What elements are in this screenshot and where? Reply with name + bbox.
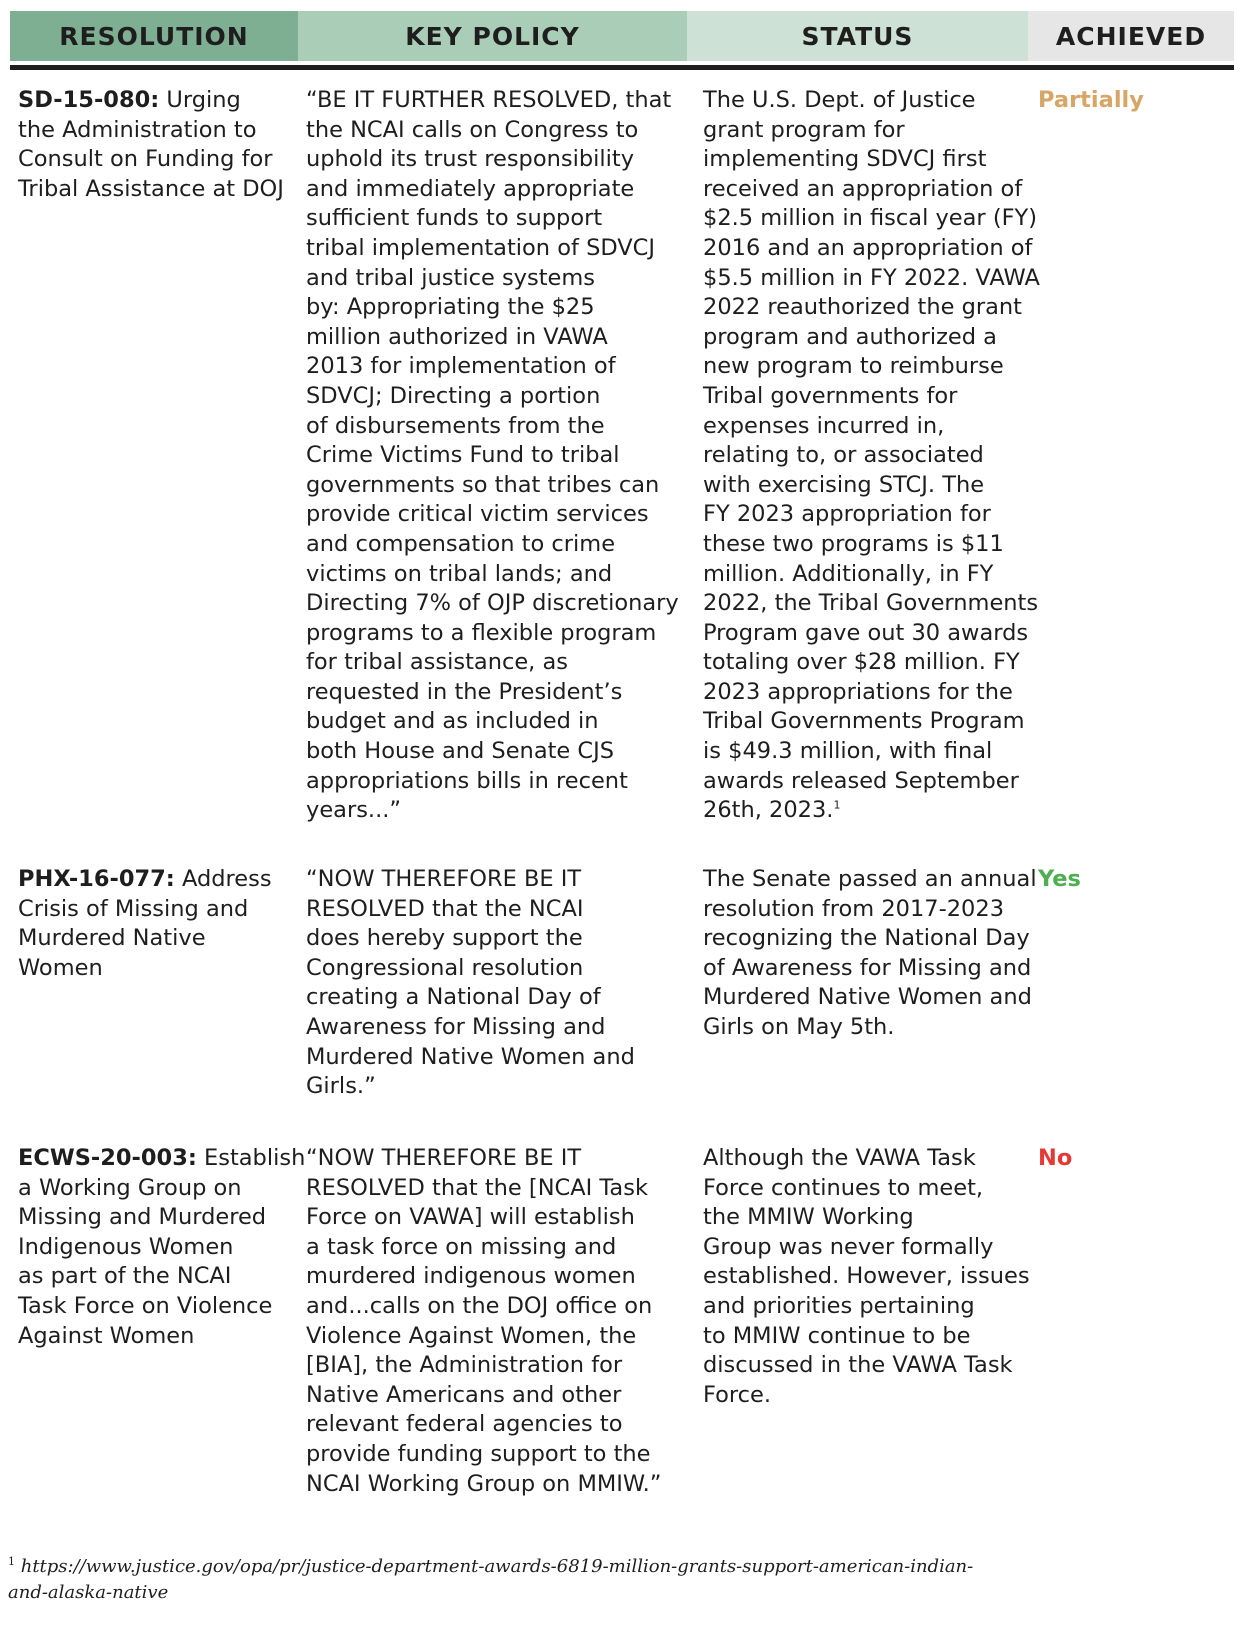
policy-line: victims on tribal lands; and: [306, 560, 613, 587]
status-line: with exercising STCJ. The: [703, 471, 985, 498]
status-line: Program gave out 30 awards: [703, 619, 1029, 646]
status-line: Murdered Native Women and: [703, 984, 1032, 1011]
policy-line: budget and as included in: [306, 708, 599, 735]
status-line: 2022 reauthorized the grant: [703, 294, 1022, 321]
status-line: 26th, 2023.: [703, 797, 834, 824]
policy-line: by: Appropriating the $25: [306, 294, 595, 321]
resolution-title-line: a Working Group on: [18, 1174, 242, 1201]
policy-line: Violence Against Women, the: [306, 1322, 637, 1349]
status-line: program and authorized a: [703, 323, 997, 350]
policy-line: “NOW THEREFORE BE IT: [306, 866, 582, 892]
footnote-url-continued[interactable]: and-alaska-native: [8, 1582, 169, 1603]
resolution-title-line: Crisis of Missing and: [18, 895, 249, 922]
resolution-title-line: Address: [174, 866, 272, 892]
resolution-code: ECWS-20-003:: [18, 1145, 197, 1171]
status-line: totaling over $28 million. FY: [703, 649, 1020, 676]
policy-cell: [298, 86, 687, 826]
status-line: Although the VAWA Task: [703, 1145, 976, 1171]
footnote-url[interactable]: https://www.justice.gov/opa/pr/justice-department-awards-6819-million-grants-support-american-indian-: [15, 1556, 974, 1577]
header-achieved: ACHIEVED: [1028, 11, 1234, 61]
status-line: grant program for: [703, 116, 905, 143]
resolution-title-line: Indigenous Women: [18, 1233, 234, 1260]
resolution-title-line: Task Force on Violence: [18, 1292, 273, 1319]
status-line: 2022, the Tribal Governments: [703, 590, 1039, 617]
status-line: $5.5 million in FY 2022. VAWA: [703, 264, 1040, 291]
policy-line: “NOW THEREFORE BE IT: [306, 1145, 582, 1171]
footnote-reference[interactable]: 1: [833, 798, 841, 812]
status-cell: [687, 865, 1038, 1102]
status-line: 2023 appropriations for the: [703, 678, 1013, 705]
header-resolution: RESOLUTION: [10, 11, 298, 61]
status-line: Girls on May 5th.: [703, 1013, 895, 1040]
status-line: recognizing the National Day: [703, 925, 1030, 952]
resolution-title-line: Establish: [196, 1145, 306, 1171]
status-line: discussed in the VAWA Task: [703, 1352, 1013, 1379]
status-line: Force continues to meet,: [703, 1174, 984, 1201]
header-status: STATUS: [687, 11, 1028, 61]
status-line: Force.: [703, 1381, 772, 1408]
policy-line: and immediately appropriate: [306, 175, 635, 202]
status-line: awards released September: [703, 767, 1019, 794]
status-line: of Awareness for Missing and: [703, 954, 1032, 981]
status-cell: [687, 1144, 1038, 1499]
resolution-title-line: Women: [18, 954, 103, 981]
resolution-cell: [10, 86, 298, 826]
policy-line: of disbursements from the: [306, 412, 605, 439]
policy-line: Congressional resolution: [306, 954, 584, 981]
policy-line: provide funding support to the: [306, 1440, 651, 1467]
header-key-policy: KEY POLICY: [298, 11, 687, 61]
achieved-cell: [1038, 865, 1234, 1102]
footnote: [8, 1554, 973, 1606]
policy-line: Force on VAWA] will establish: [306, 1204, 635, 1231]
status-line: established. However, issues: [703, 1263, 1030, 1290]
resolution-cell: [10, 1144, 306, 1499]
policy-line: RESOLVED that the NCAI: [306, 895, 584, 922]
resolution-title-line: as part of the NCAI: [18, 1263, 232, 1290]
policy-line: programs to a flexible program: [306, 619, 657, 646]
resolutions-table: [10, 11, 1234, 70]
policy-line: [BIA], the Administration for: [306, 1352, 623, 1379]
status-line: The U.S. Dept. of Justice: [703, 87, 976, 113]
status-line: resolution from 2017-2023: [703, 895, 1005, 922]
policy-line: for tribal assistance, as: [306, 649, 568, 676]
policy-line: appropriations bills in recent: [306, 767, 628, 794]
policy-line: a task force on missing and: [306, 1233, 617, 1260]
status-line: expenses incurred in,: [703, 412, 945, 439]
achieved-badge: No: [1038, 1145, 1073, 1171]
policy-line: Murdered Native Women and: [306, 1043, 635, 1070]
table-row: [10, 865, 1234, 1102]
table-row: [10, 86, 1234, 826]
policy-line: and compensation to crime: [306, 530, 616, 557]
status-line: implementing SDVCJ first: [703, 146, 987, 173]
achieved-badge: Yes: [1038, 866, 1081, 892]
resolution-title-line: Tribal Assistance at DOJ: [18, 175, 284, 202]
resolution-title-line: Murdered Native: [18, 925, 206, 952]
resolution-code: PHX-16-077:: [18, 866, 175, 892]
status-cell: [687, 86, 1038, 826]
status-line: FY 2023 appropriation for: [703, 501, 991, 528]
policy-line: provide critical victim services: [306, 501, 649, 528]
policy-line: and...calls on the DOJ office on: [306, 1292, 653, 1319]
status-line: is $49.3 million, with final: [703, 738, 993, 765]
achieved-badge: Partially: [1038, 87, 1144, 113]
status-line: Tribal Governments Program: [703, 708, 1025, 735]
status-line: the MMIW Working: [703, 1204, 914, 1231]
policy-cell: [298, 1144, 687, 1499]
achieved-cell: [1038, 86, 1234, 826]
policy-line: relevant federal agencies to: [306, 1411, 623, 1438]
table-header: [10, 11, 1234, 61]
status-line: Group was never formally: [703, 1233, 994, 1260]
status-line: 2016 and an appropriation of: [703, 234, 1033, 261]
policy-line: Crime Victims Fund to tribal: [306, 442, 620, 469]
policy-line: NCAI Working Group on MMIW.”: [306, 1470, 662, 1497]
policy-line: the NCAI calls on Congress to: [306, 116, 639, 143]
resolution-title-line: the Administration to: [18, 116, 257, 143]
policy-line: RESOLVED that the [NCAI Task: [306, 1174, 648, 1201]
resolution-code: SD-15-080:: [18, 87, 160, 113]
policy-line: both House and Senate CJS: [306, 738, 615, 765]
status-line: The Senate passed an annual: [703, 866, 1037, 892]
status-line: to MMIW continue to be: [703, 1322, 971, 1349]
policy-line: does hereby support the: [306, 925, 583, 952]
policy-cell: [298, 865, 687, 1102]
achieved-cell: [1038, 1144, 1234, 1499]
table-row: [10, 1144, 1234, 1499]
resolution-title-line: Against Women: [18, 1322, 195, 1349]
status-line: new program to reimburse: [703, 353, 1004, 380]
header-rule: [10, 65, 1234, 70]
policy-line: Directing 7% of OJP discretionary: [306, 590, 679, 617]
status-line: Tribal governments for: [703, 382, 958, 409]
resolution-title-line: Urging: [159, 87, 241, 113]
policy-line: sufficient funds to support: [306, 205, 603, 232]
policy-line: creating a National Day of: [306, 984, 601, 1011]
resolution-title-line: Missing and Murdered: [18, 1204, 267, 1231]
policy-line: uphold its trust responsibility: [306, 146, 635, 173]
policy-line: years...”: [306, 797, 402, 824]
policy-line: “BE IT FURTHER RESOLVED, that: [306, 87, 672, 113]
policy-line: Awareness for Missing and: [306, 1013, 606, 1040]
policy-line: and tribal justice systems: [306, 264, 596, 291]
policy-line: murdered indigenous women: [306, 1263, 636, 1290]
policy-line: Girls.”: [306, 1073, 376, 1100]
policy-line: 2013 for implementation of: [306, 353, 616, 380]
status-line: and priorities pertaining: [703, 1292, 975, 1319]
policy-line: requested in the President’s: [306, 678, 623, 705]
policy-line: tribal implementation of SDVCJ: [306, 234, 656, 261]
policy-line: SDVCJ; Directing a portion: [306, 382, 601, 409]
footnote-mark: 1: [8, 1555, 15, 1568]
status-line: these two programs is $11: [703, 530, 1004, 557]
resolution-cell: [10, 865, 298, 1102]
policy-line: governments so that tribes can: [306, 471, 660, 498]
status-line: million. Additionally, in FY: [703, 560, 994, 587]
policy-line: Native Americans and other: [306, 1381, 622, 1408]
policy-line: million authorized in VAWA: [306, 323, 608, 350]
status-line: received an appropriation of: [703, 175, 1023, 202]
status-line: relating to, or associated: [703, 442, 984, 469]
status-line: $2.5 million in fiscal year (FY): [703, 205, 1038, 232]
resolution-title-line: Consult on Funding for: [18, 146, 273, 173]
